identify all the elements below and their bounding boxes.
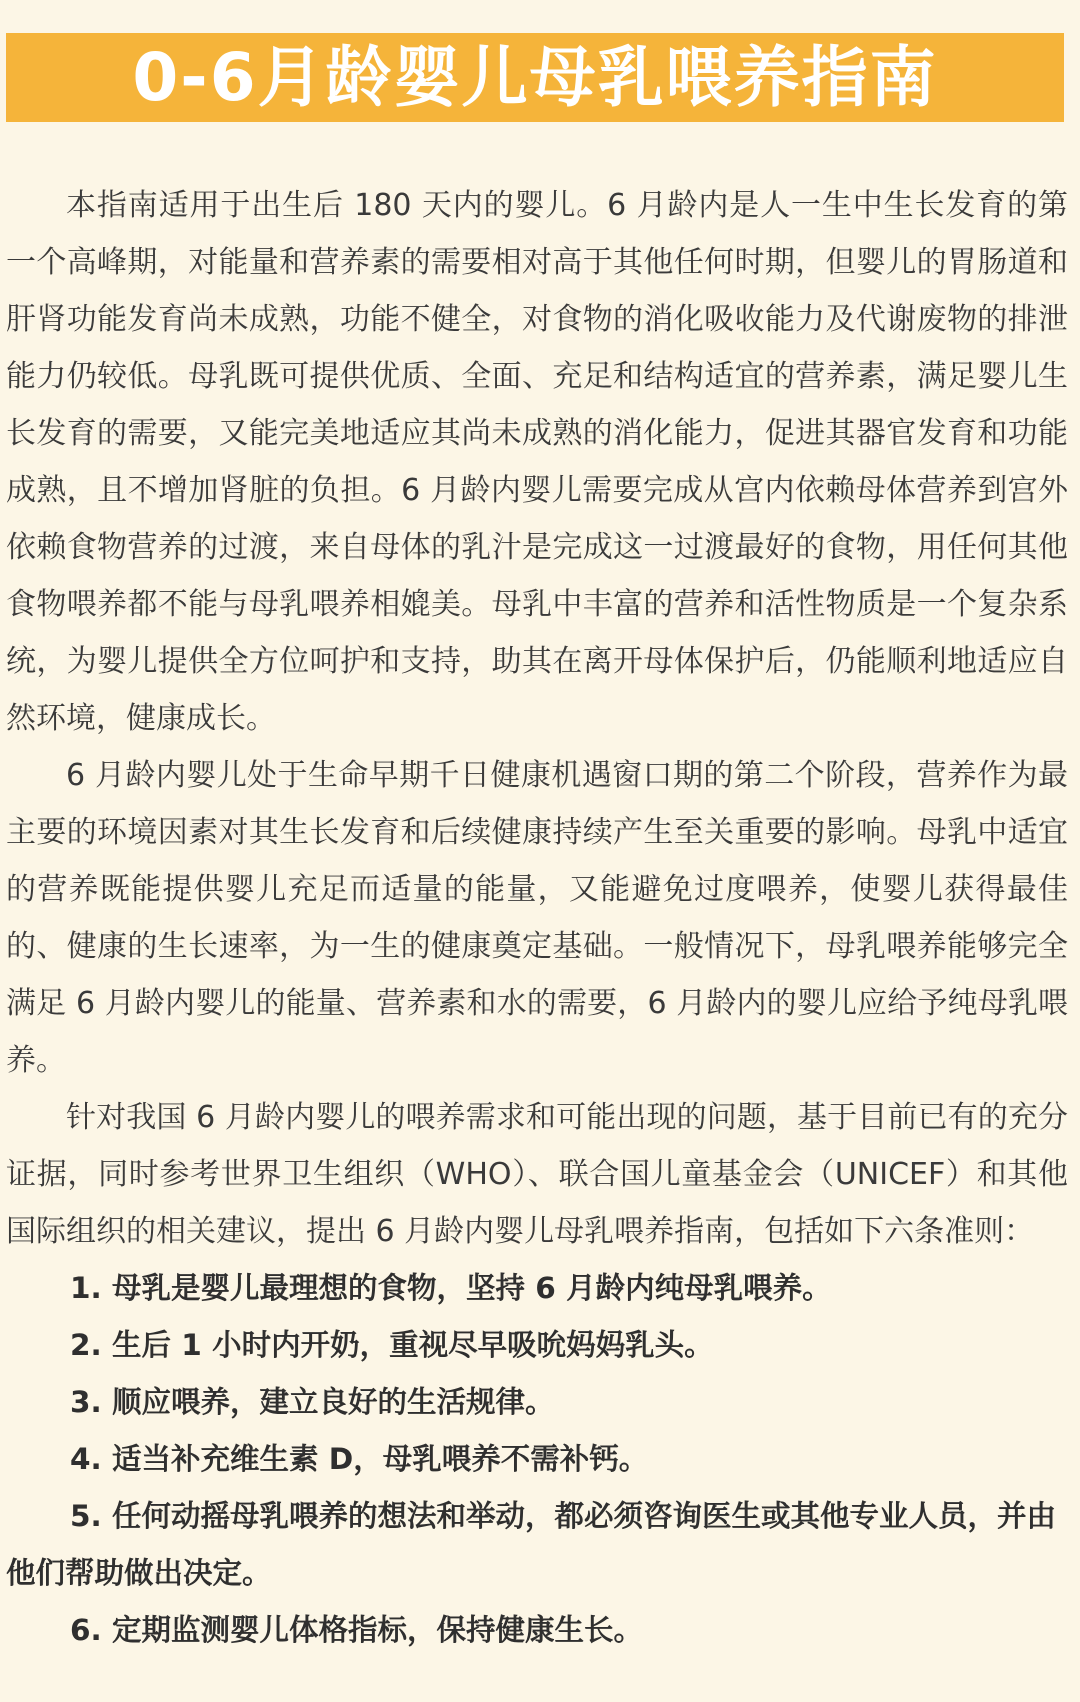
- rule-item-5: 5. 任何动摇母乳喂养的想法和举动，都必须咨询医生或其他专业人员，并由他们帮助做出决定。: [6, 1499, 1057, 1590]
- rule-item-1: 1. 母乳是婴儿最理想的食物，坚持 6 月龄内纯母乳喂养。: [70, 1271, 832, 1305]
- guide-body: [6, 177, 1068, 1659]
- rule-item-3: 3. 顺应喂养，建立良好的生活规律。: [70, 1385, 555, 1419]
- third-paragraph: 针对我国 6 月龄内婴儿的喂养需求和可能出现的问题，基于目前已有的充分证据，同时参考世界卫生组织（WHO）、联合国儿童基金会（UNICEF）和其他国际组织的相关建议，提出 6 月龄内婴儿母乳喂养指南，包括如下六条准则：: [6, 1100, 1068, 1249]
- rule-item-6: 6. 定期监测婴儿体格指标，保持健康生长。: [70, 1613, 644, 1647]
- title-banner: [6, 33, 1064, 122]
- rule-item-4: 4. 适当补充维生素 D，母乳喂养不需补钙。: [70, 1442, 649, 1476]
- intro-paragraph: 本指南适用于出生后 180 天内的婴儿。6 月龄内是人一生中生长发育的第一个高峰期，对能量和营养素的需要相对高于其他任何时期，但婴儿的胃肠道和肝肾功能发育尚未成熟，功能不健全，对食物的消化吸收能力及代谢废物的排泄能力仍较低。母乳既可提供优质、全面、充足和结构适宜的营养素，满足婴儿生长发育的需要，又能完美地适应其尚未成熟的消化能力，促进其器官发育和功能成熟，且不增加肾脏的负担。6 月龄内婴儿需要完成从宫内依赖母体营养到宫外依赖食物营养的过渡，来自母体的乳汁是完成这一过渡最好的食物，用任何其他食物喂养都不能与母乳喂养相媲美。母乳中丰富的营养和活性物质是一个复杂系统，为婴儿提供全方位呵护和支持，助其在离开母体保护后，仍能顺利地适应自然环境，健康成长。: [6, 188, 1068, 736]
- rule-item-2: 2. 生后 1 小时内开奶，重视尽早吸吮妈妈乳头。: [70, 1328, 714, 1362]
- page-title: 0-6月龄婴儿母乳喂养指南: [132, 38, 938, 116]
- second-paragraph: 6 月龄内婴儿处于生命早期千日健康机遇窗口期的第二个阶段，营养作为最主要的环境因素对其生长发育和后续健康持续产生至关重要的影响。母乳中适宜的营养既能提供婴儿充足而适量的能量，又能避免过度喂养，使婴儿获得最佳的、健康的生长速率，为一生的健康奠定基础。一般情况下，母乳喂养能够完全满足 6 月龄内婴儿的能量、营养素和水的需要，6 月龄内的婴儿应给予纯母乳喂养。: [6, 758, 1068, 1078]
